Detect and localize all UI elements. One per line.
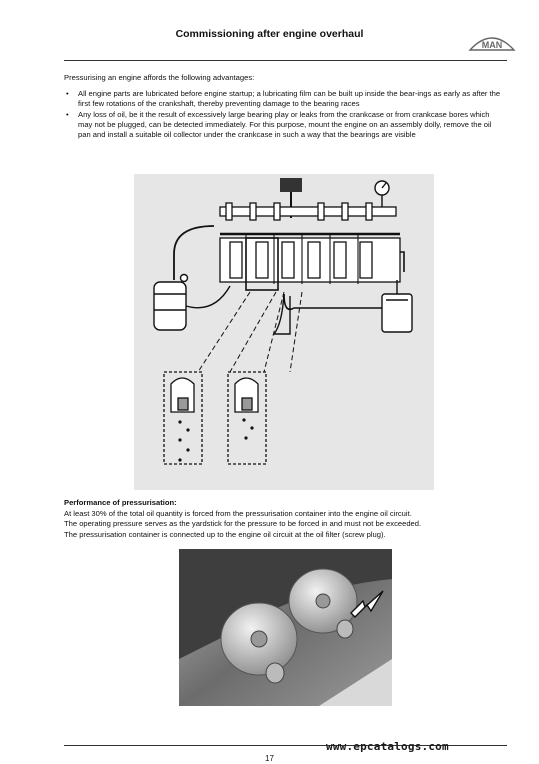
page-number: 17	[265, 754, 274, 763]
advantages-list	[64, 89, 504, 141]
performance-section	[64, 498, 514, 540]
watermark: www.epcatalogs.com	[326, 740, 449, 753]
performance-line: At least 30% of the total oil quantity is forced from the pressurisation container into the engine oil circuit.	[64, 508, 412, 518]
page-title: Commissioning after engine overhaul	[175, 28, 364, 40]
header-rule	[64, 60, 507, 61]
logo-text: MAN	[481, 40, 503, 50]
crankcase	[220, 238, 400, 282]
performance-line: The operating pressure serves as the yardstick for the pressure to be forced in and must not be exceeded.	[64, 519, 422, 528]
performance-line: The pressurisation container is connected up to the engine oil circuit at the oil filter (screw plug).	[64, 529, 386, 539]
man-logo	[468, 30, 516, 52]
pressurisation-container	[154, 275, 188, 331]
pressure-instrument	[280, 178, 302, 192]
performance-heading: Performance of pressurisation:	[64, 498, 177, 507]
pressurisation-diagram	[134, 174, 434, 490]
oil-filter-photo	[179, 549, 392, 706]
screw-plug	[337, 620, 353, 638]
list-item: • All engine parts are lubricated before engine startup; a lubricating film can be built up inside the bear-ings as early as after the first few rotations of the crankshaft, thereby preventing damage to the bearing races	[64, 89, 504, 109]
list-item: • Any loss of oil, be it the result of excessively large bearing play or leaks from the crankcase or from crankcase bores which may not be plugged, can be detected immediately. For this purpose, mount the engine on an assembly dolly, remove the oil pan and install a suitable oil collector under the crankcase in such a way that the bearings are visible	[64, 110, 504, 140]
intro-text: Pressurising an engine affords the following advantages:	[64, 73, 255, 82]
